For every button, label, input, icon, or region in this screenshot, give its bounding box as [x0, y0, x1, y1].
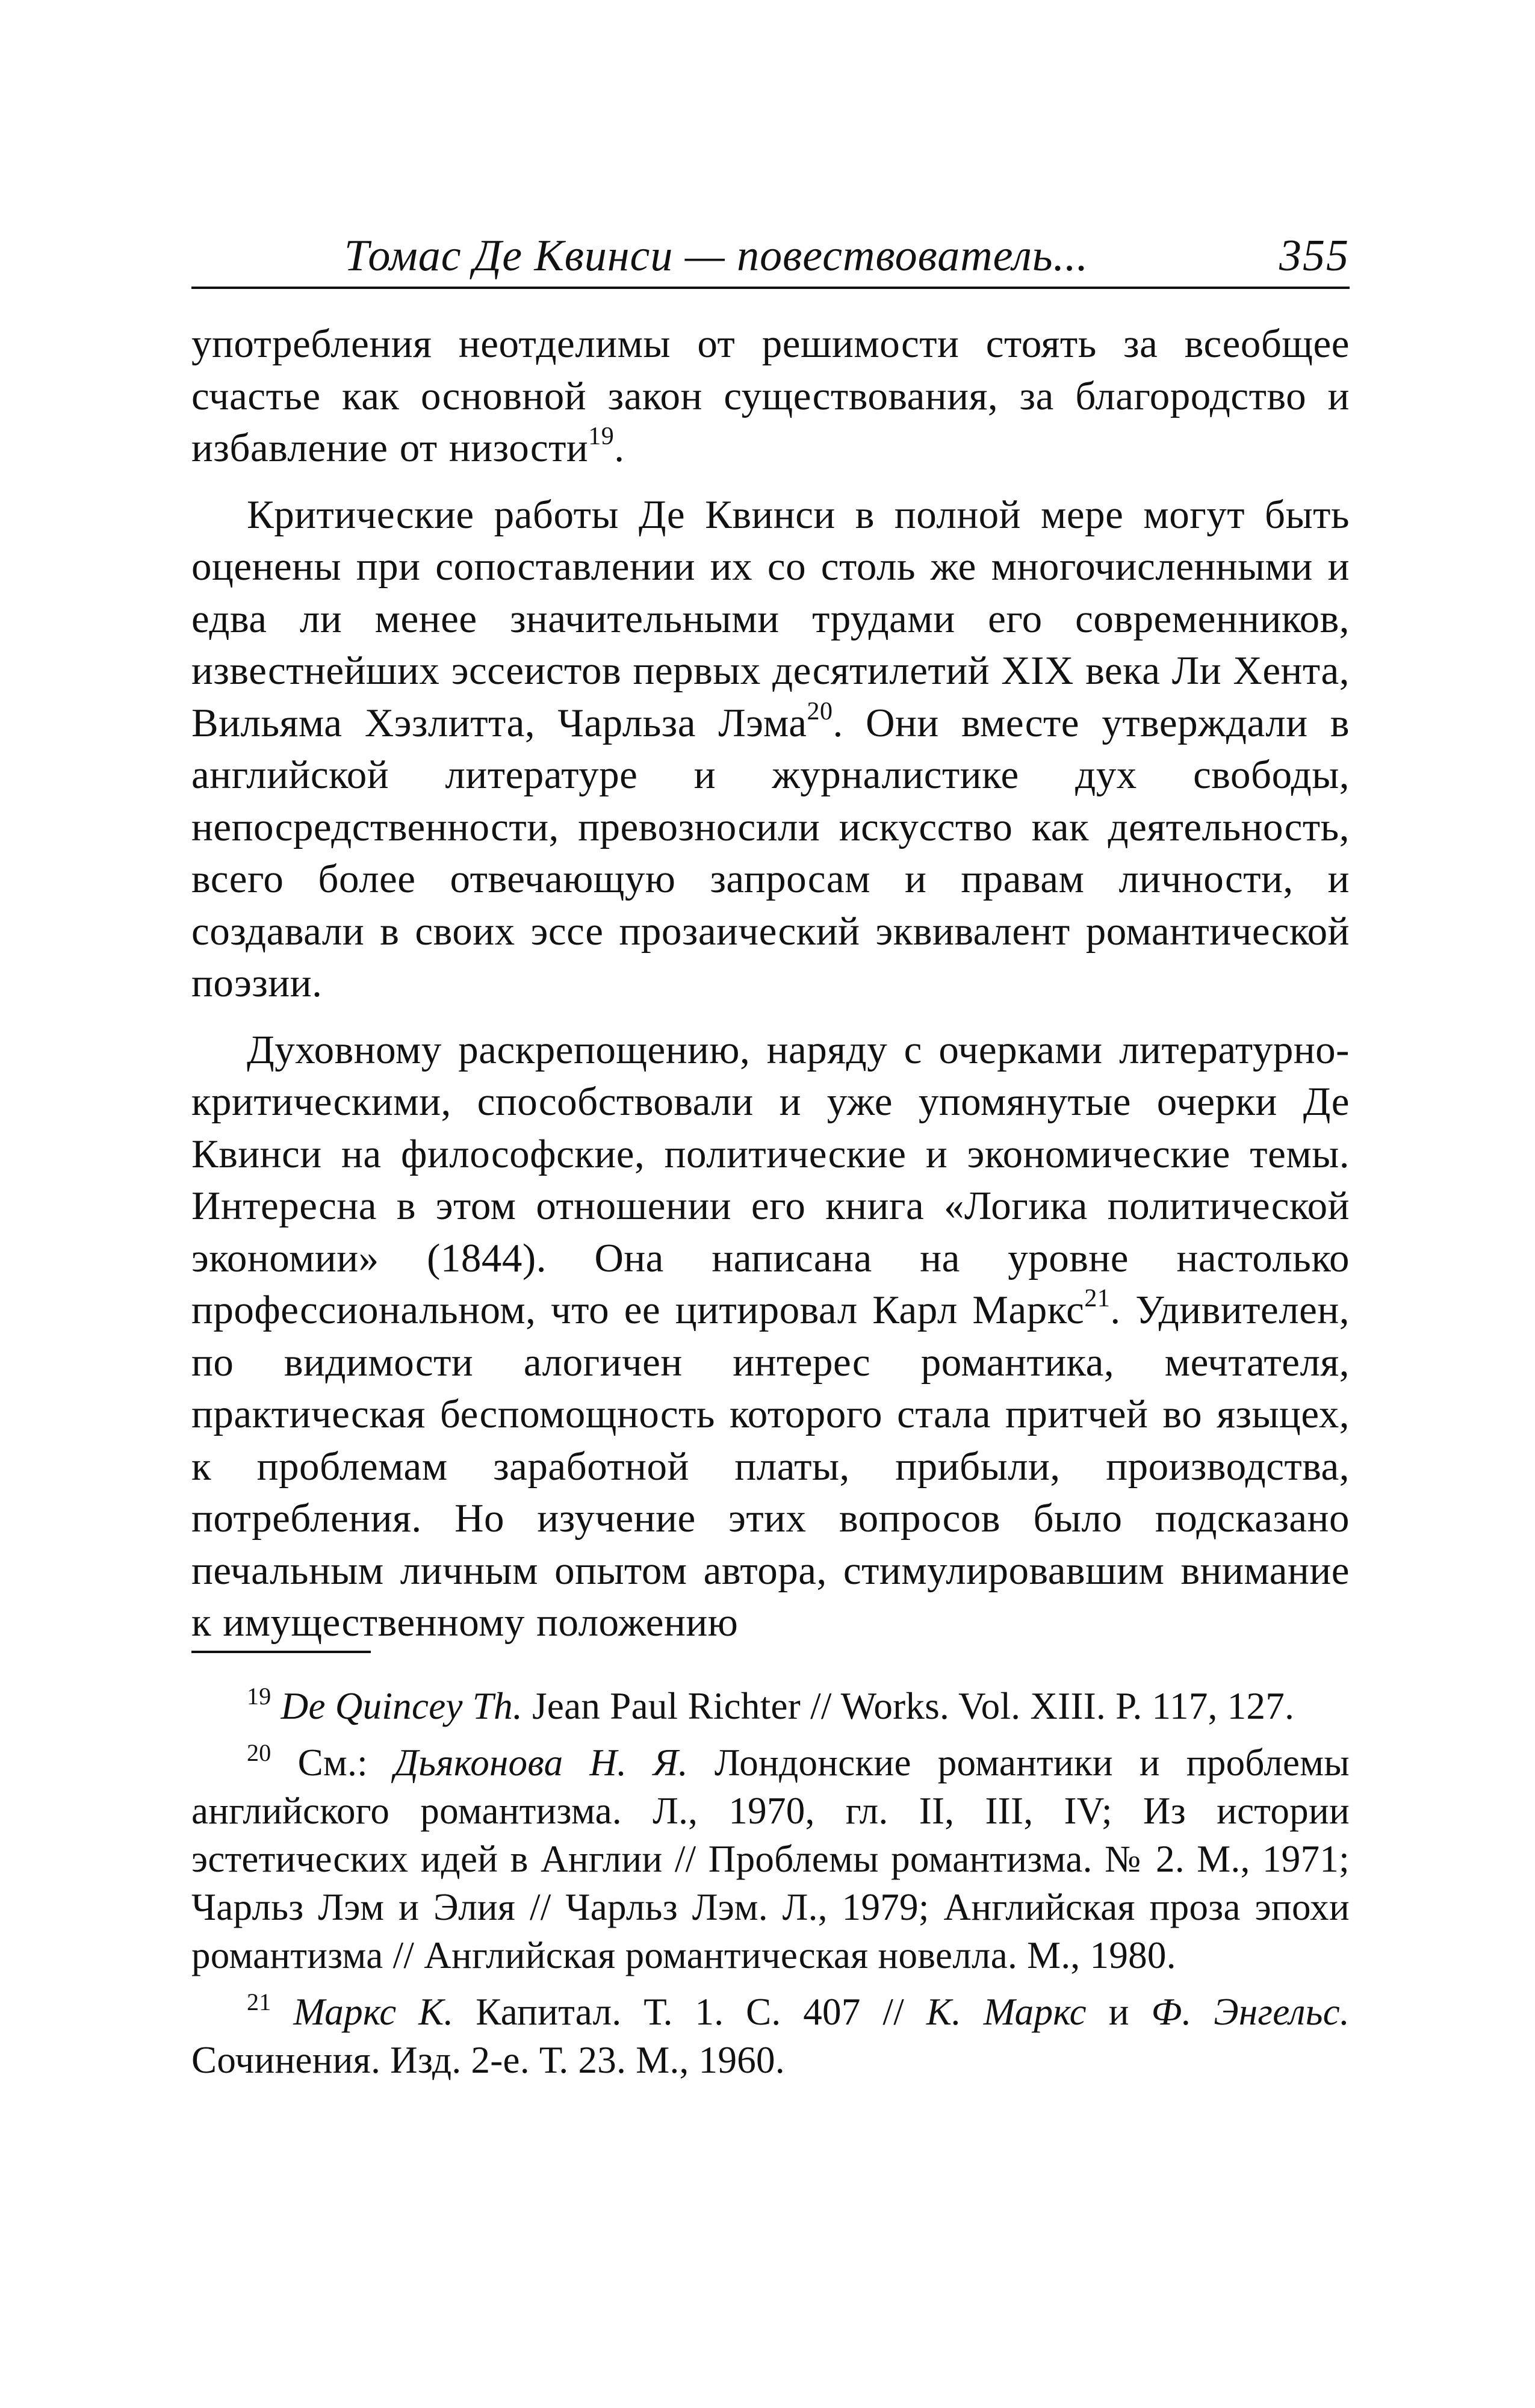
paragraph-1-tail: . [614, 426, 625, 470]
paragraph-1 [191, 318, 1350, 474]
footnote-21-mark: 21 [247, 1988, 271, 2015]
footnote-separator [191, 1651, 371, 1653]
paragraph-2 [191, 489, 1350, 1010]
footnote-20-author: Дьяконова Н. Я. [394, 1742, 688, 1784]
footnote-19-mark: 19 [247, 1683, 271, 1710]
footnote-19 [191, 1682, 1350, 1730]
footnote-21-text-c: Сочинения. Изд. 2-е. Т. 23. М., 1960. [191, 2039, 785, 2081]
paragraph-2-text-a: Критические работы Де Квинси в полной мере могут быть оценены при сопоставлении их со столь же многочисленными и едва ли менее значительными трудами его современников, известнейших эссеистов первых десятилетий XIX века Ли Хента, Вильяма Хэзлитта, Чарльза Лэма [191, 492, 1350, 745]
footnote-21-author: Маркс К. [293, 1991, 454, 2033]
footnote-19-text: Jean Paul Richter // Works. Vol. XIII. P. 117, 127. [523, 1685, 1295, 1727]
footnote-21 [191, 1988, 1350, 2084]
running-title: Томас Де Квинси — повествователь... [344, 231, 1089, 281]
footnote-21-text-a: Капитал. Т. 1. С. 407 // [453, 1991, 926, 2033]
footnote-20-mark: 20 [247, 1739, 271, 1766]
footnote-20-lead: См.: [297, 1742, 394, 1784]
footnote-21-text-b: и [1086, 1991, 1152, 2033]
footnote-ref-20: 20 [807, 697, 833, 725]
paragraph-2-text-b: . Они вместе утверждали в английской литературе и журналистике дух свободы, непосредственности, превозносили искусство как деятельность, всего более отвечающую запросам и правам личности, и создавали в своих эссе прозаический эквивалент романтической поэзии. [191, 700, 1350, 1005]
footnote-20 [191, 1739, 1350, 1979]
footnote-ref-19: 19 [588, 423, 615, 450]
paragraph-3-text-a: Духовному раскрепощению, наряду с очерками литературно-критическими, способствовали и уже упомянутые очерки Де Квинси на философские, политические и экономические темы. Интересна в этом отношении его книга «Логика политической экономии» (1844). Она написана на уровне настолько профессиональном, что ее цитировал Карл Маркс [191, 1027, 1350, 1332]
paragraph-1-text: употребления неотделимы от решимости стоять за всеобщее счастье как основной закон существования, за благородство и избавление от низости [191, 321, 1350, 470]
footnotes [191, 1682, 1350, 2084]
running-header [191, 229, 1350, 289]
paragraph-3 [191, 1024, 1350, 1649]
footnote-20-text: Лондонские романтики и проблемы английского романтизма. Л., 1970, гл. II, III, IV; Из истории эстетических идей в Англии // Проблемы романтизма. № 2. М., 1971; Чарльз Лэм и Элия // Чарльз Лэм. Л., 1979; Английская проза эпохи романтизма // Английская романтическая новелла. М., 1980. [191, 1742, 1350, 1976]
footnote-21-author-2: К. Маркс [926, 1991, 1087, 2033]
main-text [191, 318, 1350, 1649]
footnote-ref-21: 21 [1084, 1285, 1111, 1312]
page-number: 355 [1279, 231, 1350, 281]
footnote-19-author: De Quincey Th. [281, 1685, 523, 1727]
paragraph-3-text-b: . Удивителен, по видимости алогичен интерес романтика, мечтателя, практическая беспомощность которого стала притчей во языцех, к проблемам заработной платы, прибыли, производства, потребления. Но изучение этих вопросов было подсказано печальным личным опытом автора, стимулировавшим внимание к имущественному положению [191, 1288, 1350, 1645]
footnote-21-author-3: Ф. Энгельс. [1151, 1991, 1350, 2033]
